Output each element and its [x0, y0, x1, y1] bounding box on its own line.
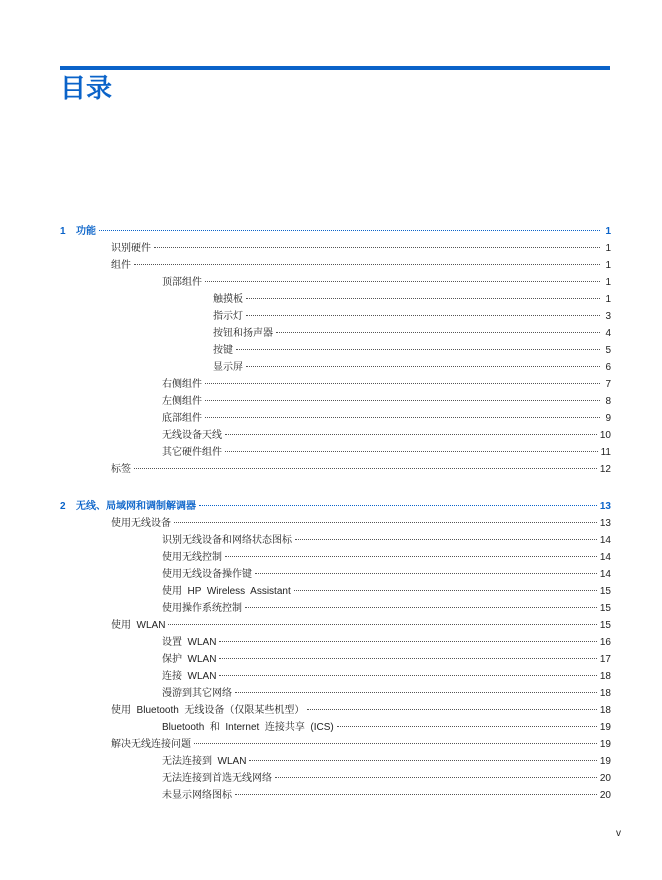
toc-entry-label: 左侧组件 [162, 396, 202, 407]
dot-leader [276, 332, 600, 333]
toc-entry-label: 底部组件 [162, 413, 202, 424]
dot-leader [194, 743, 597, 744]
toc-page-number: 19 [599, 739, 611, 750]
toc-chapter-entry[interactable] [60, 498, 611, 515]
toc-page-number: 8 [605, 396, 611, 407]
toc-entry[interactable] [60, 308, 611, 325]
page-title: 目录 [60, 73, 113, 103]
toc-page-number: 1 [605, 260, 611, 271]
toc-entry[interactable] [60, 634, 611, 651]
dot-leader [245, 607, 597, 608]
chapter-number: 2 [60, 501, 66, 512]
toc-entry[interactable] [60, 566, 611, 583]
toc-entry-label: 识别硬件 [111, 243, 151, 254]
toc-page-number: 14 [599, 552, 611, 563]
toc-entry[interactable] [60, 549, 611, 566]
toc-entry[interactable] [60, 342, 611, 359]
toc-entry-label: 漫游到其它网络 [162, 688, 232, 699]
toc-entry-label: 使用无线控制 [162, 552, 222, 563]
toc-entry[interactable] [60, 427, 611, 444]
toc-entry[interactable] [60, 583, 611, 600]
toc-entry[interactable] [60, 668, 611, 685]
toc-page-number: 13 [599, 501, 611, 512]
toc-page-number: 12 [599, 464, 611, 475]
chapter-number: 1 [60, 226, 66, 237]
toc-page-number: 10 [599, 430, 611, 441]
toc-entry-label: 无线、局域网和调制解调器 [76, 501, 196, 512]
toc-entry-label: 标签 [111, 464, 131, 475]
toc-page-number: 18 [599, 671, 611, 682]
dot-leader [199, 505, 597, 506]
toc-page-number: 19 [599, 722, 611, 733]
toc-entry-label: 组件 [111, 260, 131, 271]
toc-entry-label: 使用 WLAN [111, 620, 166, 631]
dot-leader [246, 315, 600, 316]
dot-leader [154, 247, 600, 248]
dot-leader [294, 590, 597, 591]
toc-entry-label: 无法连接到首选无线网络 [162, 773, 272, 784]
toc-entry-label: 使用无线设备 [111, 518, 171, 529]
dot-leader [295, 539, 597, 540]
toc-page-number: 6 [605, 362, 611, 373]
toc-page-number: 15 [599, 603, 611, 614]
toc-entry-label: 按钮和扬声器 [213, 328, 273, 339]
dot-leader [134, 468, 597, 469]
toc-entry-label: 识别无线设备和网络状态图标 [162, 535, 292, 546]
toc-page-number: 1 [605, 294, 611, 305]
toc-entry[interactable] [60, 787, 611, 804]
toc-entry[interactable] [60, 444, 611, 461]
dot-leader [219, 675, 596, 676]
dot-leader [235, 794, 597, 795]
toc-entry-label: 设置 WLAN [162, 637, 217, 648]
toc-entry-label: 触摸板 [213, 294, 243, 305]
dot-leader [205, 417, 600, 418]
toc-entry-label: 无线设备天线 [162, 430, 222, 441]
top-rule [60, 66, 610, 70]
toc-page-number: 20 [599, 790, 611, 801]
dot-leader [225, 556, 597, 557]
dot-leader [205, 400, 600, 401]
toc-entry-label: 使用无线设备操作键 [162, 569, 252, 580]
toc-entry-label: 其它硬件组件 [162, 447, 222, 458]
toc-page-number: 1 [605, 226, 611, 237]
toc-entry-label: 按键 [213, 345, 233, 356]
toc-entry-label: 使用 HP Wireless Assistant [162, 586, 291, 597]
toc-entry[interactable] [60, 376, 611, 393]
toc-entry-label: 使用 Bluetooth 无线设备（仅限某些机型） [111, 705, 305, 716]
dot-leader [246, 298, 600, 299]
dot-leader [337, 726, 597, 727]
toc-entry-label: 解决无线连接问题 [111, 739, 191, 750]
toc-entry[interactable] [60, 240, 611, 257]
toc-page-number: 3 [605, 311, 611, 322]
toc-entry[interactable] [60, 617, 611, 634]
page-number: v [616, 828, 621, 839]
toc-entry-label: 顶部组件 [162, 277, 202, 288]
toc-page-number: 19 [599, 756, 611, 767]
dot-leader [225, 451, 598, 452]
toc-page-number: 15 [599, 586, 611, 597]
dot-leader [134, 264, 600, 265]
dot-leader [174, 522, 597, 523]
toc-entry-label: Bluetooth 和 Internet 连接共享 (ICS) [162, 722, 334, 733]
toc-entry[interactable] [60, 359, 611, 376]
dot-leader [255, 573, 597, 574]
toc-entry-label: 功能 [76, 226, 96, 237]
dot-leader [99, 230, 600, 231]
toc-entry[interactable] [60, 719, 611, 736]
dot-leader [205, 383, 600, 384]
toc-page-number: 11 [600, 447, 611, 458]
dot-leader [205, 281, 600, 282]
dot-leader [235, 692, 597, 693]
toc-entry[interactable] [60, 532, 611, 549]
dot-leader [219, 641, 596, 642]
toc-entry[interactable] [60, 515, 611, 532]
toc-entry[interactable] [60, 753, 611, 770]
dot-leader [249, 760, 596, 761]
toc-entry[interactable] [60, 461, 611, 478]
table-of-contents [60, 223, 611, 804]
toc-page-number: 14 [599, 535, 611, 546]
toc-entry-label: 指示灯 [213, 311, 243, 322]
toc-page-number: 4 [605, 328, 611, 339]
toc-page-number: 14 [599, 569, 611, 580]
toc-entry[interactable] [60, 410, 611, 427]
toc-page-number: 20 [599, 773, 611, 784]
toc-entry-label: 连接 WLAN [162, 671, 217, 682]
dot-leader [168, 624, 596, 625]
toc-entry-label: 未显示网络图标 [162, 790, 232, 801]
toc-page-number: 1 [605, 277, 611, 288]
toc-entry-label: 右侧组件 [162, 379, 202, 390]
toc-page-number: 7 [605, 379, 611, 390]
dot-leader [307, 709, 597, 710]
toc-entry[interactable] [60, 651, 611, 668]
dot-leader [236, 349, 600, 350]
toc-entry[interactable] [60, 274, 611, 291]
toc-entry[interactable] [60, 291, 611, 308]
toc-entry[interactable] [60, 770, 611, 787]
toc-page-number: 18 [599, 705, 611, 716]
toc-entry-label: 显示屏 [213, 362, 243, 373]
toc-page-number: 5 [605, 345, 611, 356]
toc-entry[interactable] [60, 685, 611, 702]
toc-page-number: 16 [599, 637, 611, 648]
dot-leader [225, 434, 597, 435]
toc-entry[interactable] [60, 736, 611, 753]
toc-page-number: 1 [605, 243, 611, 254]
toc-entry[interactable] [60, 325, 611, 342]
toc-entry[interactable] [60, 257, 611, 274]
toc-page-number: 9 [605, 413, 611, 424]
toc-page-number: 17 [599, 654, 611, 665]
toc-chapter-entry[interactable] [60, 223, 611, 240]
dot-leader [246, 366, 600, 367]
dot-leader [219, 658, 596, 659]
toc-entry[interactable] [60, 702, 611, 719]
toc-entry-label: 使用操作系统控制 [162, 603, 242, 614]
toc-entry-label: 保护 WLAN [162, 654, 217, 665]
dot-leader [275, 777, 597, 778]
toc-entry-label: 无法连接到 WLAN [162, 756, 247, 767]
toc-entry[interactable] [60, 393, 611, 410]
toc-page-number: 13 [599, 518, 611, 529]
toc-page-number: 18 [599, 688, 611, 699]
toc-page-number: 15 [599, 620, 611, 631]
toc-entry[interactable] [60, 600, 611, 617]
